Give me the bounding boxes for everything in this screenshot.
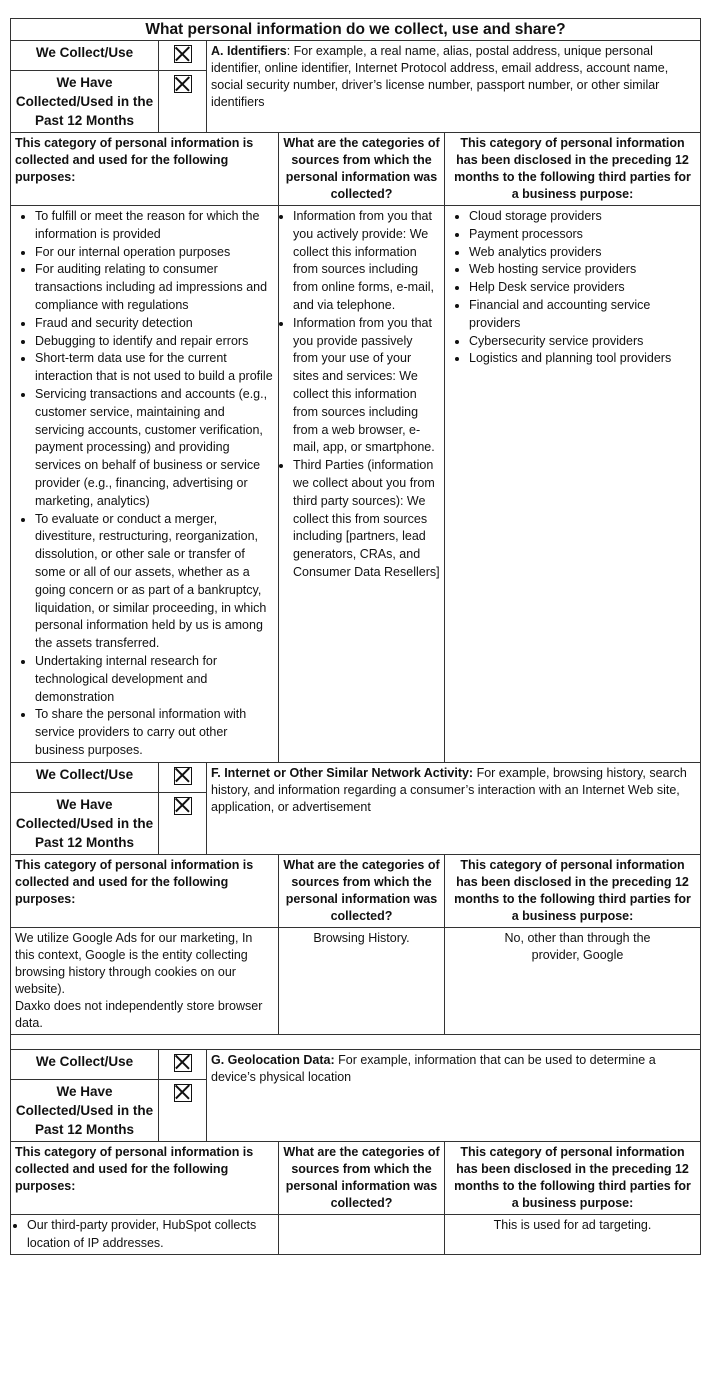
col-header-third-parties: This category of personal information has been disclosed in the preceding 12 months to the following third parties for a business purpose:: [445, 133, 701, 206]
section-a-purposes: [11, 206, 279, 763]
section-g-sources: [279, 1214, 445, 1255]
checked-box-icon[interactable]: [174, 45, 192, 63]
col-header-purposes: This category of personal information is collected and used for the following purposes:: [11, 854, 279, 927]
list-item: • Web hosting service providers: [469, 261, 696, 279]
section-g-description: [207, 1049, 701, 1141]
checked-box-icon[interactable]: [174, 767, 192, 785]
section-f-purposes: [11, 927, 279, 1034]
section-a-parties: [445, 206, 701, 763]
list-item: • Help Desk service providers: [469, 279, 696, 297]
section-f-purpose-text: We utilize Google Ads for our marketing, In this context, Google is the entity collecting browsing history through cookies on our website).: [15, 930, 253, 996]
col-header-third-parties: This category of personal information has been disclosed in the preceding 12 months to the following third parties for a business purpose:: [445, 854, 701, 927]
privacy-table: [10, 18, 701, 1255]
checked-box-icon[interactable]: [174, 797, 192, 815]
page-title: What personal information do we collect, use and share?: [11, 19, 701, 41]
list-item: • Financial and accounting service providers: [469, 297, 696, 333]
section-f-purpose-text-2: Daxko does not independently store browser data.: [15, 998, 263, 1030]
list-item: • Third Parties (information we collect about you from third party sources): We collect this from sources including [partners, lead generators, CRAs, and Consumer Data Resellers]: [293, 457, 440, 582]
section-spacer: [11, 1034, 701, 1049]
purposes-list: [15, 208, 274, 760]
list-item: • Debugging to identify and repair errors: [35, 333, 274, 351]
list-item: • Cloud storage providers: [469, 208, 696, 226]
section-g-text: For example, information that can be used to determine a device’s physical location: [211, 1052, 656, 1084]
section-a-sources: [279, 206, 445, 763]
col-header-purposes: This category of personal information is collected and used for the following purposes:: [11, 133, 279, 206]
list-item: • Servicing transactions and accounts (e.g., customer service, maintaining and servicing accounts, customer verification, payment processing) and providing services on behalf of business or service provider (e.g., financing, advertising or marketing, analytics): [35, 386, 274, 511]
section-a-text: : For example, a real name, alias, postal address, unique personal identifier, online identifier, Internet Protocol address, email address, account name, social security number, driver’s license number, passport number, or other similar identifiers: [211, 44, 669, 109]
list-item: • Short-term data use for the current interaction that is not used to build a profile: [35, 350, 274, 386]
section-f-text: For example, browsing history, search history, and information regarding a consumer’s interaction with an Internet Web site, application, or advertisement: [211, 765, 687, 814]
col-header-sources: What are the categories of sources from which the personal information was collected?: [279, 854, 445, 927]
section-f-heading: F. Internet or Other Similar Network Activity:: [211, 765, 474, 780]
we-have-label-f: We Have Collected/Used in the Past 12 Months: [11, 792, 159, 854]
we-collect-label-g: We Collect/Use: [11, 1049, 159, 1079]
sources-list: [281, 208, 440, 582]
list-item: • Our third-party provider, HubSpot collects location of IP addresses.: [27, 1217, 274, 1253]
we-collect-label-f: We Collect/Use: [11, 762, 159, 792]
list-item: • Logistics and planning tool providers: [469, 350, 696, 368]
section-a-heading: A. Identifiers: [211, 44, 287, 58]
list-item: • For our internal operation purposes: [35, 244, 274, 262]
list-item: • Fraud and security detection: [35, 315, 274, 333]
we-have-label-g: We Have Collected/Used in the Past 12 Months: [11, 1079, 159, 1141]
list-item: • Information from you that you provide passively from your use of your sites and services: We collect this information from sources including from a web browser, e-mail, app, or smartphone.: [293, 315, 440, 457]
col-header-third-parties: This category of personal information has been disclosed in the preceding 12 months to the following third parties for a business purpose:: [445, 1141, 701, 1214]
col-header-sources: What are the categories of sources from which the personal information was collected?: [279, 133, 445, 206]
list-item: • For auditing relating to consumer transactions including ad impressions and compliance with regulations: [35, 261, 274, 314]
checked-box-icon[interactable]: [174, 1054, 192, 1072]
section-g-purposes: [11, 1214, 279, 1255]
we-collect-label-a: We Collect/Use: [11, 41, 159, 71]
checked-box-icon[interactable]: [174, 75, 192, 93]
list-item: • To evaluate or conduct a merger, divestiture, restructuring, reorganization, dissolution, or other sale or transfer of some or all of our assets, whether as a going concern or as part of a bankruptcy, liquidation, or similar proceeding, in which personal information held by us is among the assets transferred.: [35, 511, 274, 653]
section-f-parties: No, other than through the provider, Google: [445, 927, 701, 1034]
list-item: • To share the personal information with service providers to carry out other business purposes.: [35, 706, 274, 759]
third-parties-list: [449, 208, 696, 368]
privacy-disclosure-page: [10, 18, 700, 1255]
section-f-sources: Browsing History.: [279, 927, 445, 1034]
list-item: • Web analytics providers: [469, 244, 696, 262]
checked-box-icon[interactable]: [174, 1084, 192, 1102]
list-item: • Cybersecurity service providers: [469, 333, 696, 351]
list-item: • Information from you that you actively provide: We collect this information from sources including from online forms, e-mail, and via telephone.: [293, 208, 440, 315]
section-g-heading: G. Geolocation Data:: [211, 1052, 335, 1067]
col-header-purposes: This category of personal information is collected and used for the following purposes:: [11, 1141, 279, 1214]
list-item: • To fulfill or meet the reason for which the information is provided: [35, 208, 274, 244]
section-f-description: [207, 762, 701, 854]
list-item: • Undertaking internal research for technological development and demonstration: [35, 653, 274, 706]
col-header-sources: What are the categories of sources from which the personal information was collected?: [279, 1141, 445, 1214]
we-have-label-a: We Have Collected/Used in the Past 12 Months: [11, 71, 159, 133]
section-g-parties: This is used for ad targeting.: [445, 1214, 701, 1255]
section-a-description: [207, 41, 701, 133]
list-item: • Payment processors: [469, 226, 696, 244]
purposes-list: [13, 1217, 274, 1253]
